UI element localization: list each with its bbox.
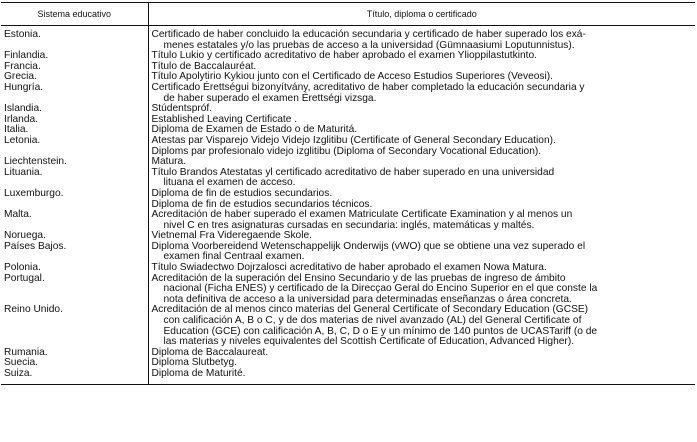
title-cell	[148, 369, 695, 384]
education-systems-table	[1, 2, 695, 385]
country-cell: Reino Unido.	[1, 305, 148, 347]
country-cell: Rumania.	[1, 348, 148, 359]
title-cell	[148, 242, 695, 263]
country-cell: Hungría.	[1, 83, 148, 104]
title-line: de haber superado el examen Érettségi vizsga.	[163, 92, 377, 104]
title-cell	[148, 305, 695, 347]
country-cell: Suiza.	[1, 369, 148, 384]
table-row	[1, 369, 695, 384]
table-row	[1, 83, 695, 104]
title-line: Established Leaving Certificate .	[151, 113, 298, 125]
title-line: Vietnemal Fra Videregaende Skole.	[151, 230, 312, 242]
title-line: Diploma de Examen de Estado o de Maturitá.	[151, 124, 358, 136]
table-row	[1, 51, 695, 62]
table-row	[1, 210, 695, 231]
title-line: Certificado de haber concluido la educación secundaria y certificado de haber superado los exá-	[151, 29, 586, 40]
country-cell: Suecia.	[1, 358, 148, 369]
table-row	[1, 242, 695, 263]
title-line: las materias y niveles equivalentes del Scottish Certificate of Education, Advanced Higher).	[163, 336, 575, 348]
country-cell: Polonia.	[1, 263, 148, 274]
country-cell: Malta.	[1, 210, 148, 231]
title-cell	[148, 168, 695, 189]
country-cell: Finlandia.	[1, 51, 148, 62]
country-cell: Noruega.	[1, 231, 148, 242]
header-education-system: Sistema educativo	[1, 3, 148, 26]
title-line: con calificación A, B o C, y de dos materias de nivel avanzado (AL) del General Certificate of	[163, 315, 582, 327]
title-line: Acreditación de la superación del Ensino Secundario y de las pruebas de ingreso de ámbito	[151, 272, 566, 284]
header-title-diploma: Título, diploma o certificado	[148, 3, 695, 26]
country-cell: Letonia.	[1, 136, 148, 157]
table-row	[1, 104, 695, 115]
title-line: Stúdentspróf.	[151, 103, 213, 115]
title-line: Diploma de Maturité.	[151, 368, 246, 379]
table-row	[1, 274, 695, 306]
title-cell	[148, 26, 695, 52]
table-row	[1, 305, 695, 347]
title-line: Diploma de Baccalaureat.	[151, 346, 269, 358]
title-cell	[148, 189, 695, 210]
country-cell: Grecia.	[1, 72, 148, 83]
title-line: Education (GCE) con calificación A, B, C, D o E y un mínimo de 140 puntos de UCASTariff (o de	[163, 325, 598, 337]
title-cell	[148, 210, 695, 231]
title-line: nota definitiva de acceso a la universidad para determinadas enseñanzas o área concreta.	[163, 293, 572, 305]
title-line: Acreditación de al menos cinco materias del General Certificate of Secondary Education (GCSE)	[151, 304, 589, 316]
title-line: Título de Baccalauréat.	[151, 60, 257, 72]
title-line: examen final Centraal examen.	[163, 251, 305, 263]
table-header-row	[1, 3, 695, 26]
country-cell: Liechtenstein.	[1, 157, 148, 168]
country-cell: Islandia.	[1, 104, 148, 115]
table-body	[1, 26, 695, 385]
country-cell: Portugal.	[1, 274, 148, 306]
title-line: Matura.	[151, 156, 187, 168]
country-cell: Irlanda.	[1, 115, 148, 126]
title-line: Acreditación de haber superado el examen Matriculate Certificate Examination y al menos un	[151, 209, 573, 221]
title-line: Diploma Voorbereidend Wetenschappelijk Onderwijs (vWO) que se obtiene una vez superado el	[151, 240, 586, 252]
title-line: Certificado Érettségui bizonyítvány, acreditativo de haber completado la educación secundaria y	[151, 81, 585, 93]
title-line: Título Brandos Atestatas yl certificado acreditativo de haber superado en una universidad	[151, 166, 555, 178]
title-line: lituana el examen de acceso.	[163, 177, 296, 189]
title-line: Diploma Slutbetyg.	[151, 357, 238, 369]
title-line: Diploma de fin de estudios secundarios.	[151, 187, 333, 199]
country-cell: Estonia.	[1, 26, 148, 52]
title-line: nivel C en tres asignaturas cursadas en secundaria: inglés, matemáticas y maltés.	[163, 219, 535, 231]
title-cell	[148, 274, 695, 306]
title-line: Diploma de fin de estudios secundarios técnicos.	[151, 198, 373, 210]
title-cell	[148, 136, 695, 157]
table-row	[1, 26, 695, 52]
table-row	[1, 136, 695, 157]
title-line: Atestas par Visparejo Videjo Videjo Izglitibu (Certificate of General Secondary Education).	[151, 134, 556, 146]
title-line: nacional (Ficha ENES) y certificado de la Direcçao Geral do Encino Superior en el que conste la	[163, 283, 598, 295]
country-cell: Países Bajos.	[1, 242, 148, 263]
title-line: Título Lukio y certificado acreditativo de haber aprobado el examen Ylioppilastutkinto.	[151, 50, 537, 62]
title-line: Diploms par profesionalo videjo izglitibu (Diploma of Secondary Vocational Education).	[151, 145, 542, 157]
country-cell: Francia.	[1, 62, 148, 73]
table-row	[1, 189, 695, 210]
table-row	[1, 358, 695, 369]
country-cell: Italia.	[1, 125, 148, 136]
title-line: menes estatales y/o las pruebas de acceso a la universidad (Gümnaasiumi Loputunnistus).	[163, 39, 575, 51]
title-cell	[148, 83, 695, 104]
table-row	[1, 168, 695, 189]
country-cell: Lituania.	[1, 168, 148, 189]
table-row	[1, 348, 695, 359]
title-line: Título Apolytirio Kykiou junto con el Certificado de Acceso Estudios Superiores (Veveosi).	[151, 71, 553, 83]
country-cell: Luxemburgo.	[1, 189, 148, 210]
title-line: Título Swiadectwo Dojrzalosci acreditativo de haber aprobado el examen Nowa Matura.	[151, 262, 547, 274]
